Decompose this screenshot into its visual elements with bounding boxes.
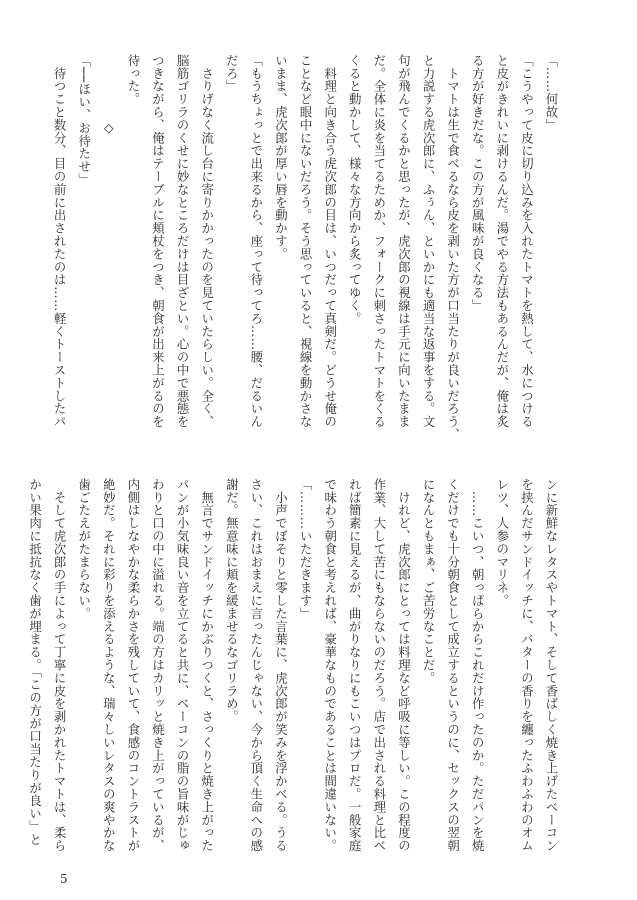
text-line: 絶妙だ。それに彩りを添えるような、瑞々しいレタスの爽やかな xyxy=(101,478,117,853)
text-line: 「──ほい、お待たせ」 xyxy=(76,54,92,187)
text-line: パンが小気味良い音を立てると共に、ベーコンの脂の旨味がじゅ xyxy=(175,478,191,853)
text-line: ことなど眼中にないだろう。そう思っていると、視線を動かさな xyxy=(298,54,314,429)
text-line: だろ」 xyxy=(224,54,240,93)
page-number: 5 xyxy=(60,872,68,886)
text-line: を挟んだサンドイッチに、バターの香りを纏ったふわふわのオム xyxy=(519,478,535,853)
text-line: 句が飛んでくるかと思ったが、虎次郎の視線は手元に向いたまま xyxy=(396,54,412,429)
text-line: さい、これはおまえに言ったんじゃない、今から頂く生命への感 xyxy=(248,478,264,853)
text-line: と力説する虎次郎に、ふぅん、といかにも適当な返事をする。文 xyxy=(421,54,437,429)
text-line: 「もうちょっとで出来るから、座って待ってろ……腰、だるいん xyxy=(248,54,264,429)
text-line: けれど、虎次郎にとっては料理など呼吸に等しい。この程度の xyxy=(396,478,412,853)
text-line: かい果肉に抵抗なく歯が埋まる。「この方が口当たりが良い」と xyxy=(27,478,43,846)
text-line: 小声でぼそりと零した言葉に、虎次郎が笑みを浮かべる。うる xyxy=(273,478,289,853)
text-line: で味わう朝食と考えれば、豪華なものであることは間違いない。 xyxy=(322,478,338,853)
text-column-top xyxy=(52,54,563,441)
text-line: 料理と向き合う虎次郎の目は、いつだって真剣だ。どうせ俺の xyxy=(322,54,338,429)
scene-break-diamond: ◇ xyxy=(101,120,117,136)
text-line: ……こいつ、朝っぱらからこれだけ作ったのか。ただパンを焼 xyxy=(470,478,486,853)
text-line: 無言でサンドイッチにかぶりつくと、さっくりと焼き上がった xyxy=(199,478,215,853)
text-column-bottom xyxy=(27,478,563,853)
text-line: わりと口の中に溢れる。端の方はカリッと焼き上がっているが、 xyxy=(150,478,166,853)
text-line: 待った。 xyxy=(125,54,141,106)
text-line: さりげなく流し台に寄りかかったのを見ていたらしい。全く、 xyxy=(199,54,215,429)
text-line: レツ、人参のマリネ。 xyxy=(494,478,510,607)
text-line: 作業、大して苦にもならないのだろう。店で出される料理と比べ xyxy=(371,478,387,853)
text-line: つきながら、俺はテーブルに頬杖をつき、朝食が出来上がるのを xyxy=(150,54,166,429)
text-line: る方が好きだな。この方が風味が良くなる」 xyxy=(470,54,486,312)
text-line: くだけでも十分朝食として成立するというのに、セックスの翌朝 xyxy=(445,478,461,853)
text-line: と皮がきれいに剥けるんだ。湯でやる方法もあるんだが、俺は炙 xyxy=(494,54,510,429)
text-line: ンに新鮮なレタスやトマト、そして香ばしく焼き上げたベーコン xyxy=(544,478,559,853)
text-line: れば簡素に見えるが、曲がりなりにもこいつはプロだ。一般家庭 xyxy=(347,478,363,853)
text-line: 脳筋ゴリラのくせに妙なところだけは目ざとい。心の中で悪態を xyxy=(175,54,191,429)
text-line: トマトは生で食べるなら皮を剥いた方が口当たりが良いだろう、 xyxy=(445,54,461,441)
text-line: 「………いただきます」 xyxy=(298,478,314,620)
text-line: くると動かして、様々な方向から炙ってゆく。 xyxy=(347,54,363,325)
text-line: 歯ごたえがたまらない。 xyxy=(76,478,92,620)
text-line: だ。全体に炎を当てるためか、フォークに刺さったトマトをくる xyxy=(371,54,387,429)
text-line: になんともまぁ、ご苦労なことだ。 xyxy=(421,478,437,685)
text-line: 謝だ。無意味に頬を緩ませるなゴリラめ。 xyxy=(224,478,240,724)
text-line: いまま、虎次郎が厚い唇を動かす。 xyxy=(273,54,289,261)
text-line: 「……何故」 xyxy=(544,54,559,132)
text-line: 「こうやって皮に切り込みを入れたトマトを熱して、水につける xyxy=(519,54,535,429)
text-line: 待つこと数分、目の前に出されたのは……軽くトーストしたパ xyxy=(52,54,68,429)
text-line: 内側はしなやかな柔らかさを残していて、食感のコントラストが xyxy=(125,478,141,853)
text-line: そして虎次郎の手によって丁寧に皮を剥かれたトマトは、柔ら xyxy=(52,478,68,853)
